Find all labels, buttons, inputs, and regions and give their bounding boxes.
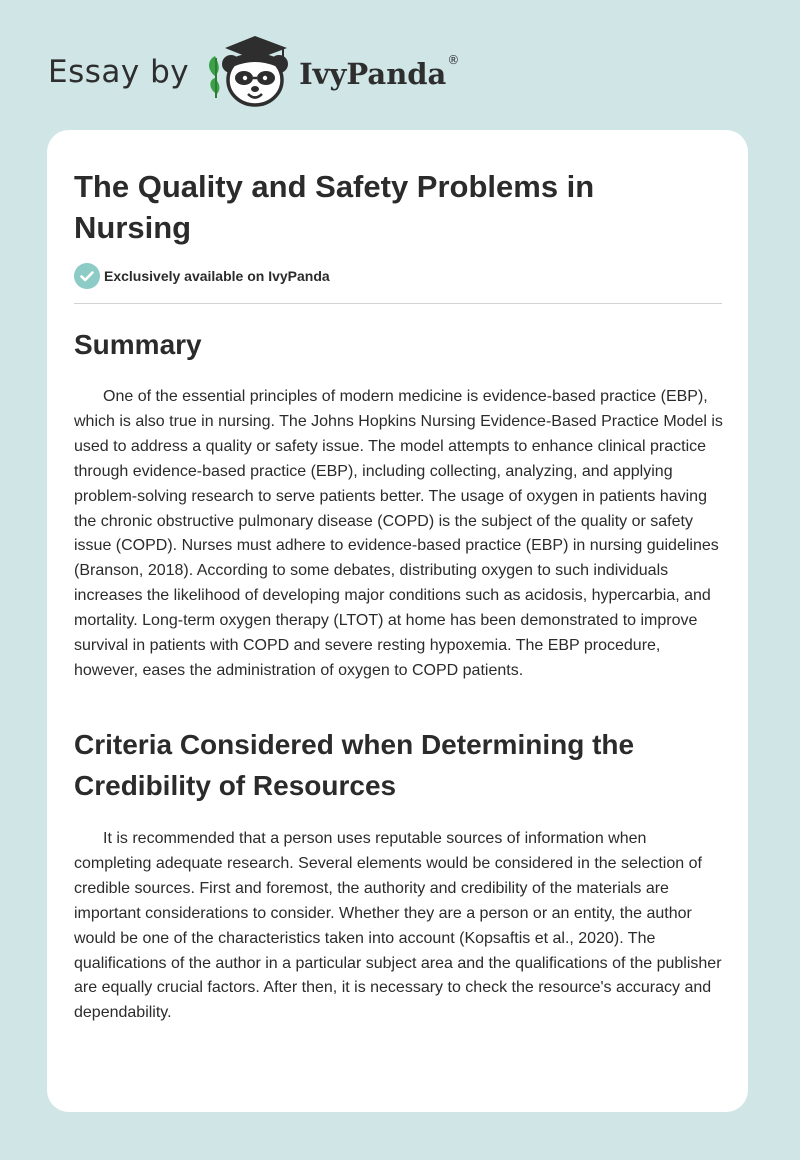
panda-graduate-icon[interactable] — [203, 34, 295, 110]
registered-mark: ® — [447, 53, 460, 67]
exclusive-badge — [74, 263, 330, 289]
site-header — [48, 34, 508, 110]
section-heading-summary: Summary — [74, 329, 202, 360]
brand-prefix: Essay by — [48, 54, 190, 90]
section-paragraph-summary: One of the essential principles of modern medicine is evidence-based practice (EBP), which is also true in nursing. The Johns Hopkins Nursing Evidence-Based Practice Model is used to address a quality or safety issue. The model attempts to enhance clinical practice through evidence-based practice (EBP), including collecting, analyzing, and applying problem-solving research to serve patients better. The usage of oxygen in patients having the chronic obstructive pulmonary disease (COPD) is the subject of the quality or safety issue (COPD). Nurses must adhere to evidence-based practice (EBP) in nursing guidelines (Branson, 2018). According to some debates, distributing oxygen to such individuals increases the likelihood of developing major conditions such as acidosis, hypercarbia, and mortality. Long-term oxygen therapy (LTOT) at home has been demonstrated to improve survival in patients with COPD and severe resting hypoxemia. The EBP procedure, however, eases the administration of oxygen to COPD patients. — [74, 388, 723, 679]
essay-card — [47, 130, 748, 1112]
section-paragraph-criteria: It is recommended that a person uses reputable sources of information when completing adequate research. Several elements would be considered in the selection of credible sources. First and foremost, the authority and credibility of the materials are important considerations to consider. Whether they are a person or an entity, the author would be one of the characteristics taken into account (Kopsaftis et al., 2020). The qualifications of the author in a particular subject area and the qualifications of the publisher are equally crucial factors. After then, it is necessary to check the resource's accuracy and dependability. — [74, 830, 722, 1022]
check-circle-icon — [74, 263, 100, 289]
exclusive-badge-label: Exclusively available on IvyPanda — [104, 268, 330, 284]
page-title: The Quality and Safety Problems in Nursing — [74, 169, 595, 245]
title-divider — [74, 303, 722, 304]
brand-name[interactable]: IvyPanda — [299, 57, 447, 91]
section-heading-criteria: Criteria Considered when Determining the Credibility of Resources — [74, 729, 635, 801]
